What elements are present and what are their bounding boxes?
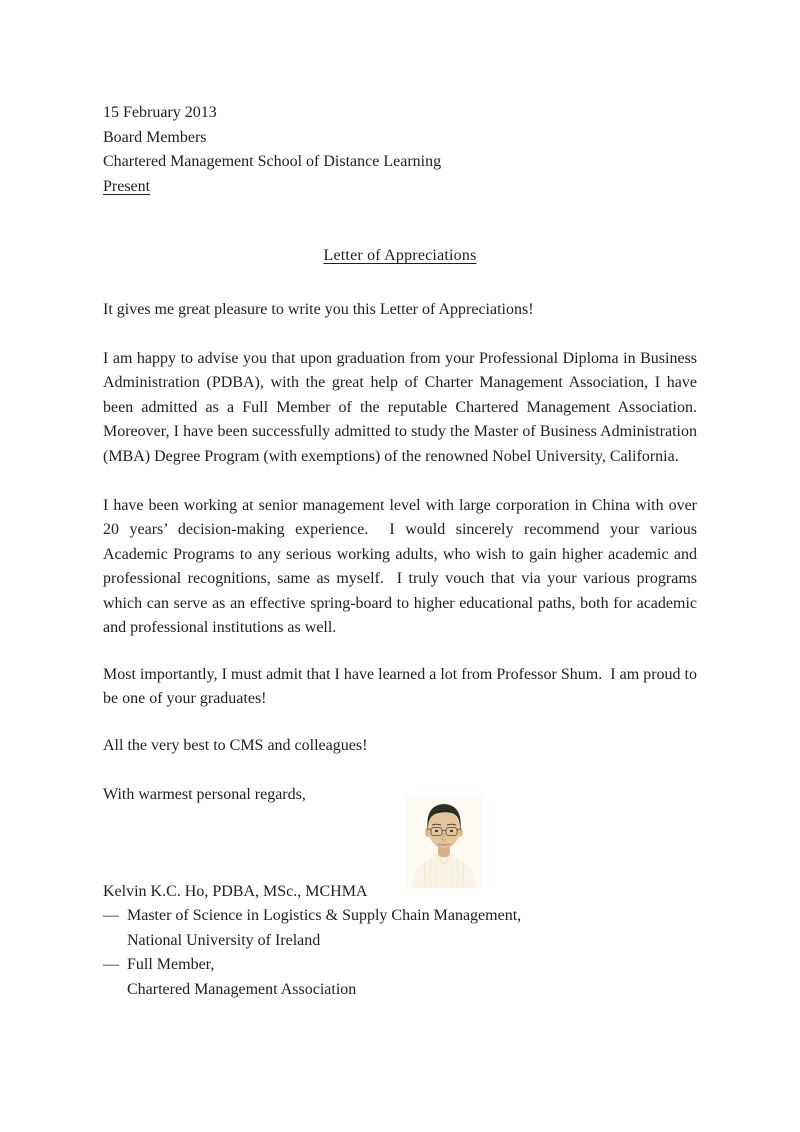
achievements-paragraph: I am happy to advise you that upon graduation from your Professional Diploma in Business Administration (PDBA), with the great help of Charter Management Association, I have been admitted as a Full Member of the reputable Chartered Management Association. Moreover, I have been successfully admitted to study the Master of Business Administration (MBA) Degree Program (with exemptions) of the renowned Nobel University, California. (103, 349, 705, 465)
credential-text: Master of Science in Logistics & Supply Chain Management, (127, 907, 522, 924)
well-wishes-paragraph: All the very best to CMS and colleagues! (103, 736, 368, 754)
credential-row (103, 953, 697, 978)
recipient-organization: Chartered Management School of Distance Learning (103, 153, 442, 170)
signer-name (103, 880, 697, 905)
credential-text: Full Member, (127, 956, 215, 973)
letter-title: Letter of Appreciations (323, 247, 477, 264)
portrait-photo-illustration (405, 795, 483, 888)
credential-text: Chartered Management Association (127, 980, 357, 998)
intro-paragraph: It gives me great pleasure to write you this Letter of Appreciations! (103, 300, 534, 318)
gratitude-paragraph: Most importantly, I must admit that I have learned a lot from Professor Shum. I am proud to be one of your graduates! (103, 665, 701, 707)
credential-text: National University of Ireland (127, 931, 321, 949)
signer-name-text: Kelvin K.C. Ho, PDBA, MSc., MCHMA (103, 882, 368, 900)
experience-paragraph: I have been working at senior management level with large corporation in China with over 20 years’ decision-making experience. I would sincerely recommend your various Academic Programs to any serious working adults, who wish to gain higher academic and professional recognitions, same as myself. I truly vouch that via your various programs which can serve as an effective spring-board to higher educational paths, both for academic and professional institutions as well. (103, 496, 701, 636)
closing-line: With warmest personal regards, (103, 786, 306, 803)
delivery-method: Present (103, 177, 151, 195)
letterhead (103, 101, 697, 199)
credential-row (103, 978, 697, 1003)
signature-block (103, 880, 697, 1003)
recipient-board-members: Board Members (103, 128, 207, 146)
credential-row (103, 904, 697, 929)
letter-date: 15 February 2013 (103, 104, 217, 121)
dash-bullet: — (103, 907, 119, 924)
portrait-photo (405, 795, 483, 888)
dash-bullet: — (103, 956, 119, 973)
credential-row (103, 929, 697, 954)
